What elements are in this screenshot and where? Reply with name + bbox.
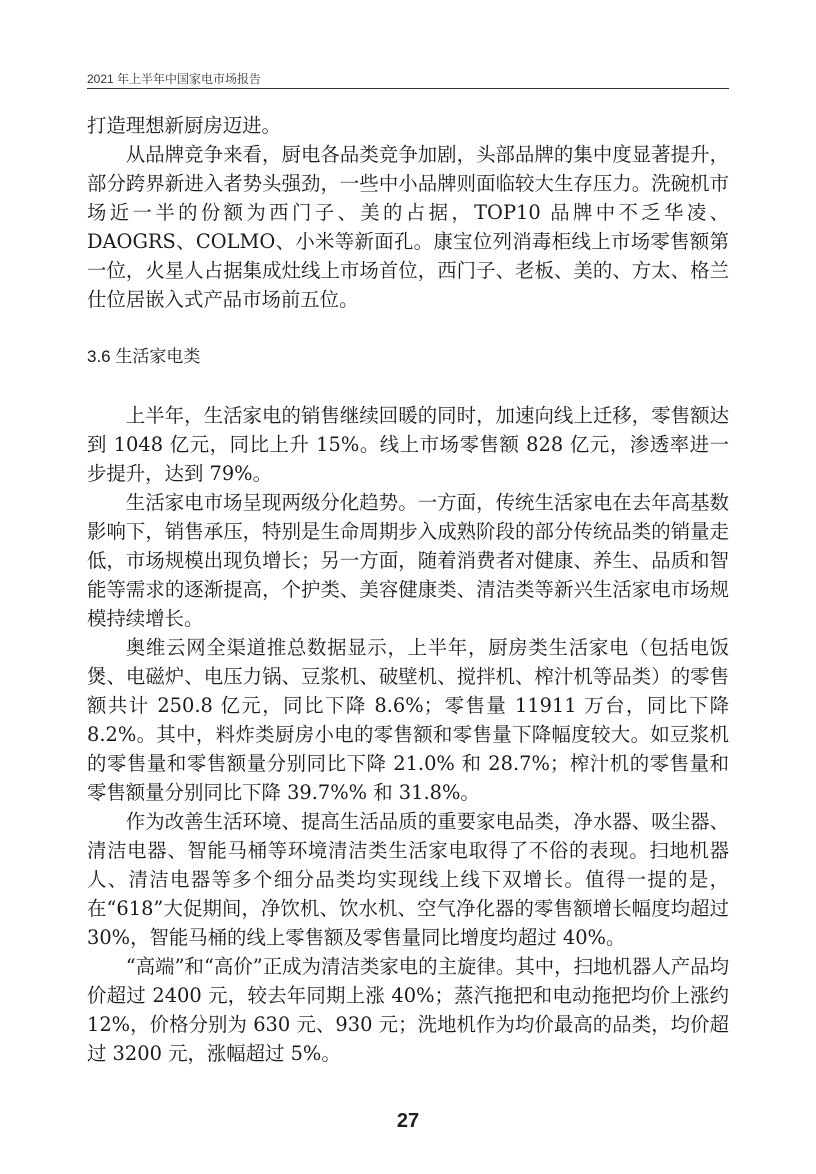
- page-body: [87, 111, 729, 1068]
- paragraph: “高端”和“高价”正成为清洁类家电的主旋律。其中，扫地机器人产品均价超过 2400 元，较去年同期上涨 40%；蒸汽拖把和电动拖把均价上涨约 12%，价格分别为 630 元、930 元；洗地机作为均价最高的品类，均价超过 3200 元，涨幅超过 5%。: [87, 955, 729, 1065]
- section-heading: 3.6 生活家电类: [87, 347, 201, 366]
- paragraph: 上半年，生活家电的销售继续回暖的同时，加速向线上迁移，零售额达到 1048 亿元，同比上升 15%。线上市场零售额 828 亿元，渗透率进一步提升，达到 79%。: [87, 404, 729, 485]
- paragraph: 从品牌竞争来看，厨电各品类竞争加剧，头部品牌的集中度显著提升，部分跨界新进入者势头强劲，一些中小品牌则面临较大生存压力。洗碗机市场近一半的份额为西门子、美的占据，TOP10 品牌中不乏华凌、DAOGRS、COLMO、小米等新面孔。康宝位列消毒柜线上市场零售额第一位，火星人占据集成灶线上市场首位，西门子、老板、美的、方太、格兰仕位居嵌入式产品市场前五位。: [87, 143, 729, 311]
- running-header: [87, 72, 729, 89]
- paragraph: 打造理想新厨房迈进。: [87, 114, 281, 137]
- paragraph: 生活家电市场呈现两级分化趋势。一方面，传统生活家电在去年高基数影响下，销售承压，特别是生命周期步入成熟阶段的部分传统品类的销量走低，市场规模出现负增长；另一方面，随着消费者对健康、养生、品质和智能等需求的逐渐提高，个护类、美容健康类、清洁类等新兴生活家电市场规模持续增长。: [87, 491, 729, 630]
- paragraph: 作为改善生活环境、提高生活品质的重要家电品类，净水器、吸尘器、清洁电器、智能马桶等环境清洁类生活家电取得了不俗的表现。扫地机器人、清洁电器等多个细分品类均实现线上线下双增长。值得一提的是，在“618”大促期间，净饮机、饮水机、空气净化器的零售额增长幅度均超过 30%，智能马桶的线上零售额及零售量同比增度均超过 40%。: [87, 810, 729, 949]
- paragraph: 奥维云网全渠道推总数据显示，上半年，厨房类生活家电（包括电饭煲、电磁炉、电压力锅、豆浆机、破壁机、搅拌机、榨汁机等品类）的零售额共计 250.8 亿元，同比下降 8.6%；零售量 11911 万台，同比下降 8.2%。其中，料炸类厨房小电的零售额和零售量下降幅度较大。如豆浆机的零售量和零售额量分别同比下降 21.0% 和 28.7%；榨汁机的零售量和零售额量分别同比下降 39.7%% 和 31.8%。: [87, 636, 729, 804]
- page-number: 27: [396, 1110, 420, 1132]
- header-title: 2021 年上半年中国家电市场报告: [87, 72, 262, 86]
